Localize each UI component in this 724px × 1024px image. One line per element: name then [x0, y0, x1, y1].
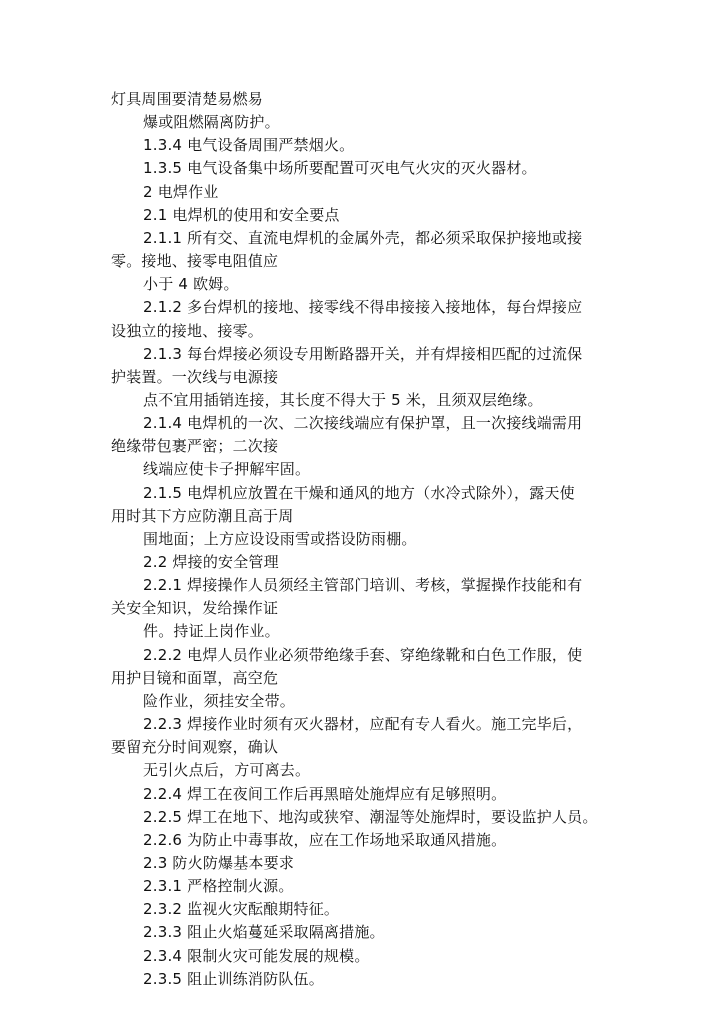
- text-line: 爆或阻燃隔离防护。: [143, 113, 280, 131]
- text-line: 无引火点后，方可离去。: [143, 761, 311, 779]
- text-line: 点不宜用插销连接，其长度不得大于 5 米，且须双层绝缘。: [143, 391, 543, 409]
- text-line: 线端应使卡子押解牢固。: [143, 460, 311, 478]
- text-line: 灯具周围要清楚易燃易: [111, 90, 264, 108]
- text-line: 2.2.4 焊工在夜间工作后再黑暗处施焊应有足够照明。: [143, 785, 507, 803]
- text-line: 2.2 焊接的安全管理: [143, 553, 279, 571]
- text-line: 用时其下方应防潮且高于周: [111, 507, 294, 525]
- text-line: 2.1.1 所有交、直流电焊机的金属外壳，都必须采取保护接地或接: [143, 229, 583, 247]
- text-line: 2.1.3 每台焊接必须设专用断路器开关，并有焊接相匹配的过流保: [143, 345, 583, 363]
- text-line: 件。持证上岗作业。: [143, 622, 280, 640]
- text-line: 要留充分时间观察，确认: [111, 738, 279, 756]
- text-line: 2.3.5 阻止训练消防队伍。: [143, 970, 324, 988]
- text-line: 用护目镜和面罩，高空危: [111, 669, 279, 687]
- text-line: 2 电焊作业: [143, 183, 219, 201]
- text-line: 2.2.3 焊接作业时须有灭火器材，应配有专人看火。施工完毕后，: [143, 715, 583, 733]
- text-line: 2.2.2 电焊人员作业必须带绝缘手套、穿绝缘靴和白色工作服，使: [143, 646, 583, 664]
- text-line: 设独立的接地、接零。: [111, 322, 264, 340]
- text-line: 小于 4 欧姆。: [143, 275, 239, 293]
- text-line: 2.2.5 焊工在地下、地沟或狭窄、潮湿等处施焊时，要设监护人员。: [143, 808, 598, 826]
- text-line: 2.2.1 焊接操作人员须经主管部门培训、考核，掌握操作技能和有: [143, 576, 583, 594]
- text-line: 险作业，须挂安全带。: [143, 692, 296, 710]
- text-line: 2.3.1 严格控制火源。: [143, 877, 294, 895]
- text-line: 2.3.4 限制火灾可能发展的规模。: [143, 947, 370, 965]
- text-line: 绝缘带包裹严密；二次接: [111, 437, 279, 455]
- text-line: 2.1.4 电焊机的一次、二次接线端应有保护罩，且一次接线端需用: [143, 414, 583, 432]
- text-line: 围地面；上方应设设雨雪或搭设防雨棚。: [143, 530, 417, 548]
- text-line: 2.1 电焊机的使用和安全要点: [143, 206, 340, 224]
- text-line: 2.3 防火防爆基本要求: [143, 854, 295, 872]
- text-line: 2.1.2 多台焊机的接地、接零线不得串接接入接地体，每台焊接应: [143, 298, 583, 316]
- text-line: 2.2.6 为防止中毒事故，应在工作场地采取通风措施。: [143, 831, 507, 849]
- text-line: 护装置。一次线与电源接: [111, 368, 279, 386]
- text-line: 2.3.2 监视火灾酝酿期特征。: [143, 900, 340, 918]
- text-line: 零。接地、接零电阻值应: [111, 252, 279, 270]
- text-line: 2.3.3 阻止火焰蔓延采取隔离措施。: [143, 923, 385, 941]
- text-line: 1.3.5 电气设备集中场所要配置可灭电气火灾的灭火器材。: [143, 159, 537, 177]
- text-line: 1.3.4 电气设备周围严禁烟火。: [143, 136, 355, 154]
- text-line: 关安全知识，发给操作证: [111, 599, 279, 617]
- text-line: 2.1.5 电焊机应放置在干燥和通风的地方（水冷式除外），露天使: [143, 484, 575, 502]
